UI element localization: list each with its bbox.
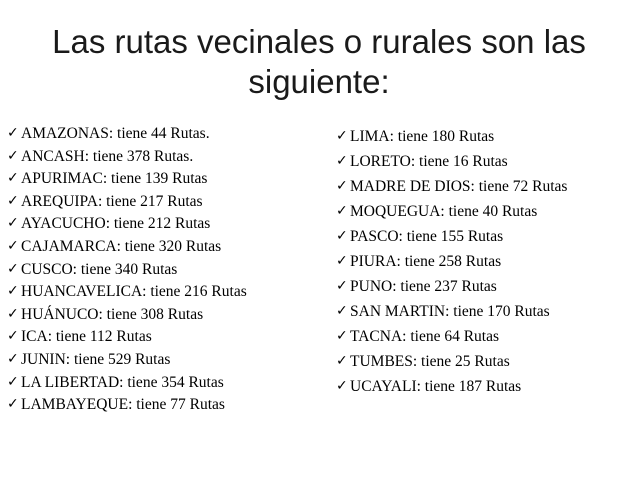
list-item-text: MOQUEGUA: tiene 40 Rutas <box>350 203 538 220</box>
slide-title-line-1: Las rutas vecinales o rurales son las <box>52 23 586 60</box>
list-item <box>7 124 309 143</box>
list-item <box>7 373 309 392</box>
check-icon: ✓ <box>336 278 348 294</box>
list-item <box>336 252 636 271</box>
list-item <box>336 327 636 346</box>
list-item <box>336 177 636 196</box>
list-item <box>336 352 636 371</box>
check-icon: ✓ <box>336 303 348 319</box>
list-item-text: LIMA: tiene 180 Rutas <box>350 128 495 145</box>
list-item <box>7 260 309 279</box>
list-item <box>7 237 309 256</box>
list-item <box>336 152 636 171</box>
list-item <box>7 327 309 346</box>
list-item-text: LORETO: tiene 16 Rutas <box>350 153 508 170</box>
check-icon: ✓ <box>7 125 19 141</box>
list-item-text: TACNA: tiene 64 Rutas <box>350 328 500 345</box>
list-item-text: SAN MARTIN: tiene 170 Rutas <box>350 303 550 320</box>
slide-title-line-2: siguiente: <box>248 63 390 100</box>
list-item <box>336 302 636 321</box>
check-icon: ✓ <box>7 350 19 367</box>
check-icon: ✓ <box>7 396 19 413</box>
list-item <box>7 192 309 211</box>
list-item-text: CUSCO: tiene 340 Rutas <box>21 260 178 278</box>
check-icon: ✓ <box>336 253 348 269</box>
slide-title <box>0 22 638 102</box>
check-icon: ✓ <box>336 228 348 244</box>
list-item <box>7 214 309 233</box>
list-item-text: ICA: tiene 112 Rutas <box>21 328 152 346</box>
check-icon: ✓ <box>7 305 19 322</box>
check-icon: ✓ <box>336 203 348 219</box>
check-icon: ✓ <box>7 328 19 345</box>
list-item-text: APURIMAC: tiene 139 Rutas <box>21 170 208 188</box>
list-item-text: LAMBAYEQUE: tiene 77 Rutas <box>21 396 225 414</box>
check-icon: ✓ <box>7 283 19 300</box>
list-item-text: UCAYALI: tiene 187 Rutas <box>350 378 522 395</box>
check-icon: ✓ <box>7 192 19 209</box>
check-icon: ✓ <box>336 328 348 344</box>
list-item-text: LA LIBERTAD: tiene 354 Rutas <box>21 373 224 391</box>
list-item <box>336 377 636 396</box>
check-icon: ✓ <box>336 178 348 194</box>
check-icon: ✓ <box>336 353 348 369</box>
list-item <box>7 350 309 369</box>
check-icon: ✓ <box>7 147 19 164</box>
list-item-text: AMAZONAS: tiene 44 Rutas. <box>21 125 210 142</box>
check-icon: ✓ <box>336 153 348 169</box>
check-icon: ✓ <box>7 260 19 277</box>
check-icon: ✓ <box>7 170 19 187</box>
right-region-list <box>336 127 636 402</box>
list-item-text: PUNO: tiene 237 Rutas <box>350 278 497 295</box>
check-icon: ✓ <box>336 128 348 144</box>
list-item-text: PASCO: tiene 155 Rutas <box>350 228 504 245</box>
list-item <box>7 395 309 414</box>
list-item-text: PIURA: tiene 258 Rutas <box>350 253 502 270</box>
list-item-text: ANCASH: tiene 378 Rutas. <box>21 147 194 165</box>
list-item-text: HUANCAVELICA: tiene 216 Rutas <box>21 283 247 301</box>
list-item <box>7 169 309 188</box>
list-item-text: AYACUCHO: tiene 212 Rutas <box>21 215 211 233</box>
check-icon: ✓ <box>7 373 19 390</box>
list-item <box>336 277 636 296</box>
list-item-text: JUNIN: tiene 529 Rutas <box>21 350 171 368</box>
list-item-text: CAJAMARCA: tiene 320 Rutas <box>21 237 222 255</box>
list-item-text: AREQUIPA: tiene 217 Rutas <box>21 192 203 210</box>
check-icon: ✓ <box>7 237 19 254</box>
list-item <box>336 127 636 146</box>
check-icon: ✓ <box>336 378 348 394</box>
list-item-text: HUÁNUCO: tiene 308 Rutas <box>21 305 204 323</box>
left-region-list <box>7 124 309 418</box>
list-item <box>336 202 636 221</box>
list-item-text: MADRE DE DIOS: tiene 72 Rutas <box>350 178 568 195</box>
list-item <box>336 227 636 246</box>
list-item-text: TUMBES: tiene 25 Rutas <box>350 353 510 370</box>
list-item <box>7 147 309 166</box>
check-icon: ✓ <box>7 215 19 232</box>
list-item <box>7 305 309 324</box>
list-item <box>7 282 309 301</box>
